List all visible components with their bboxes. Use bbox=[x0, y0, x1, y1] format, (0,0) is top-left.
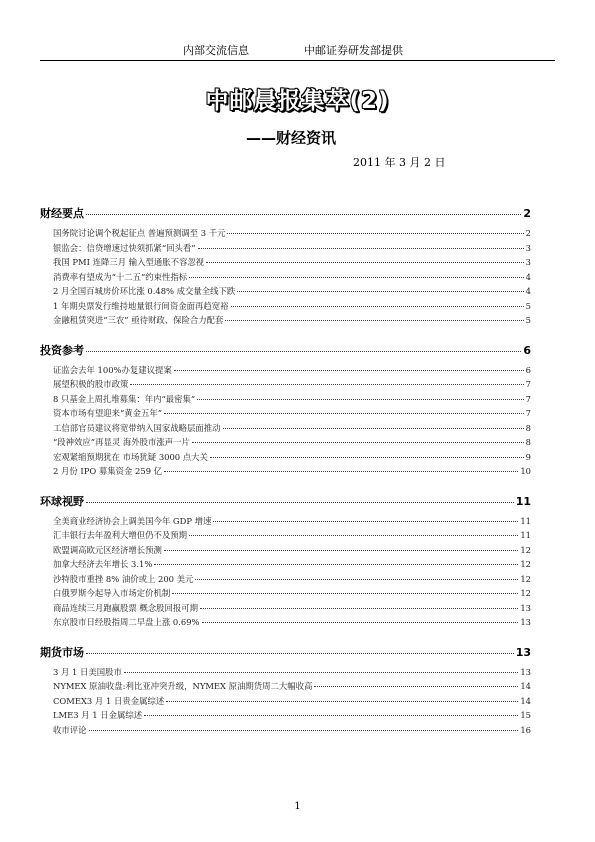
toc-entry-title: COMEX3 月 1 日贵金属综述 bbox=[53, 695, 165, 706]
toc-leader-dots bbox=[166, 701, 518, 702]
toc-entry-title: 宏观紧缩预期犹在 市场犹疑 3000 点大关 bbox=[53, 451, 208, 462]
toc-entry-page: 6 bbox=[525, 364, 531, 375]
toc-entry[interactable] bbox=[40, 529, 531, 544]
toc-entry-page: 7 bbox=[525, 408, 531, 418]
toc-entry-page: 7 bbox=[525, 379, 531, 389]
toc-entry-page: 4 bbox=[525, 286, 531, 296]
toc-entry-title: 2 月份 IPO 募集资金 259 亿 bbox=[53, 466, 163, 476]
toc-entry-title: 1 年期央票发行维持地量银行间资金面再趋宽裕 bbox=[53, 300, 229, 311]
toc-spacer bbox=[40, 480, 531, 493]
toc-leader-dots bbox=[189, 535, 518, 536]
toc-entry-page: 16 bbox=[520, 724, 531, 735]
toc-section-title: 环球视野 bbox=[40, 494, 84, 508]
toc-entry-title: 消费率有望成为“十二五”约束性指标 bbox=[53, 271, 188, 282]
toc-entry-title: 资本市场有望迎来“黄金五年” bbox=[53, 408, 163, 418]
toc-entry-page: 8 bbox=[525, 437, 531, 447]
report-date: 2011 年 3 月 2 日 bbox=[353, 156, 446, 169]
toc-entry-title: 展望积极的股市政策 bbox=[53, 379, 129, 389]
toc-leader-dots bbox=[86, 502, 514, 503]
toc-spacer bbox=[40, 329, 531, 342]
toc-entry-page: 14 bbox=[520, 695, 531, 706]
report-title: 中邮晨报集萃(2) bbox=[205, 88, 390, 114]
toc-section-page: 11 bbox=[515, 494, 531, 508]
toc-leader-dots bbox=[202, 622, 519, 623]
toc-section-heading[interactable] bbox=[40, 493, 531, 509]
toc-entry-page: 2 bbox=[525, 228, 531, 238]
toc-entry-page: 12 bbox=[520, 559, 531, 569]
toc-entry[interactable] bbox=[40, 451, 531, 466]
toc-entry[interactable] bbox=[40, 695, 531, 710]
toc-entry-page: 12 bbox=[520, 573, 531, 584]
toc-section-heading[interactable] bbox=[40, 342, 531, 358]
toc-leader-dots bbox=[314, 686, 518, 687]
toc-leader-dots bbox=[210, 457, 524, 458]
toc-leader-dots bbox=[164, 550, 518, 551]
toc-entry[interactable] bbox=[40, 393, 531, 408]
toc-entry-title: 银监会：信贷增速过快须抓紧“回头看” bbox=[53, 242, 196, 253]
toc-entry[interactable] bbox=[40, 314, 531, 329]
toc-entry-title: 2 月全国百城房价环比涨 0.48% 成交量全线下跌 bbox=[53, 286, 236, 296]
toc-entry-page: 4 bbox=[525, 271, 531, 282]
toc-entry-page: 13 bbox=[520, 666, 531, 677]
toc-leader-dots bbox=[164, 471, 518, 472]
table-of-contents bbox=[40, 205, 531, 751]
toc-leader-dots bbox=[231, 306, 524, 307]
toc-entry[interactable] bbox=[40, 227, 531, 242]
toc-entry[interactable] bbox=[40, 256, 531, 271]
toc-entry-page: 12 bbox=[520, 588, 531, 598]
toc-entry-page: 10 bbox=[520, 466, 531, 476]
toc-leader-dots bbox=[223, 428, 524, 429]
toc-entry-title: 欧盟调高欧元区经济增长预测 bbox=[53, 544, 162, 555]
toc-leader-dots bbox=[237, 291, 523, 292]
toc-entry-page: 9 bbox=[525, 451, 531, 462]
toc-leader-dots bbox=[86, 351, 521, 352]
toc-section-title: 期货市场 bbox=[40, 645, 84, 659]
toc-entry[interactable] bbox=[40, 666, 531, 681]
toc-entry-page: 13 bbox=[520, 602, 531, 613]
toc-entry-title: 工信部官员建议将宽带纳入国家战略层面推动 bbox=[53, 422, 221, 433]
toc-leader-dots bbox=[124, 672, 518, 673]
toc-entry-title: 8 只基金上周扎堆募集：年内“最密集” bbox=[53, 393, 196, 404]
toc-section-heading[interactable] bbox=[40, 644, 531, 660]
toc-leader-dots bbox=[200, 608, 518, 609]
toc-entry-page: 15 bbox=[520, 710, 531, 720]
toc-leader-dots bbox=[86, 653, 514, 654]
toc-entry-title: 汇丰银行去年盈利大增但仍不及预期 bbox=[53, 530, 187, 540]
toc-entry-title: 沙特股市重挫 8% 油价或上 200 美元 bbox=[53, 573, 194, 584]
toc-entry-page: 8 bbox=[525, 422, 531, 433]
toc-section-heading[interactable] bbox=[40, 205, 531, 221]
toc-entry-title: 商品连续三月跑赢股票 概念股回报可期 bbox=[53, 602, 199, 613]
page-header bbox=[40, 40, 555, 61]
toc-entry[interactable] bbox=[40, 300, 531, 315]
toc-entry[interactable] bbox=[40, 724, 531, 739]
toc-entry[interactable] bbox=[40, 587, 531, 602]
toc-entry-page: 12 bbox=[520, 544, 531, 555]
toc-entry-page: 3 bbox=[525, 257, 531, 267]
toc-section-page: 13 bbox=[515, 645, 531, 659]
toc-entry[interactable] bbox=[40, 271, 531, 286]
toc-entry-page: 11 bbox=[520, 530, 531, 540]
toc-section-page: 6 bbox=[523, 343, 531, 357]
toc-entry[interactable] bbox=[40, 285, 531, 300]
toc-entry[interactable] bbox=[40, 709, 531, 724]
toc-leader-dots bbox=[195, 579, 518, 580]
toc-leader-dots bbox=[197, 399, 523, 400]
toc-entry-page: 11 bbox=[520, 515, 531, 526]
toc-entry-title: 东京股市日经股指周二早盘上涨 0.69% bbox=[53, 617, 200, 627]
toc-leader-dots bbox=[192, 442, 524, 443]
toc-entry-page: 14 bbox=[520, 681, 531, 691]
toc-leader-dots bbox=[225, 320, 523, 321]
toc-entry-page: 3 bbox=[525, 242, 531, 253]
toc-entry[interactable] bbox=[40, 364, 531, 379]
toc-leader-dots bbox=[164, 413, 524, 414]
toc-section-title: 投资参考 bbox=[40, 343, 84, 357]
toc-entry[interactable] bbox=[40, 558, 531, 573]
toc-leader-dots bbox=[86, 214, 521, 215]
toc-entry[interactable] bbox=[40, 436, 531, 451]
toc-entry-title: 证监会去年 100%办复建议提案 bbox=[53, 364, 172, 375]
toc-entry-page: 13 bbox=[520, 617, 531, 627]
toc-entry-title: 国务院讨论调个税起征点 普遍预测调至 3 千元 bbox=[53, 228, 226, 238]
toc-entry[interactable] bbox=[40, 465, 531, 480]
toc-entry[interactable] bbox=[40, 242, 531, 257]
toc-entry[interactable] bbox=[40, 515, 531, 530]
toc-entry-title: 收市评论 bbox=[53, 724, 87, 735]
report-subtitle: ——财经资讯 bbox=[246, 129, 337, 147]
toc-entry[interactable] bbox=[40, 544, 531, 559]
toc-section-page: 2 bbox=[523, 207, 531, 220]
toc-leader-dots bbox=[227, 233, 523, 234]
toc-leader-dots bbox=[154, 564, 518, 565]
toc-entry[interactable] bbox=[40, 407, 531, 422]
toc-entry-title: 加拿大经济去年增长 3.1% bbox=[53, 559, 153, 569]
toc-leader-dots bbox=[174, 370, 524, 371]
page-number: 1 bbox=[294, 801, 301, 812]
toc-entry-page: 5 bbox=[525, 300, 531, 311]
toc-leader-dots bbox=[89, 730, 519, 731]
toc-entry-title: “段神效应”再显灵 海外股市涨声一片 bbox=[53, 437, 190, 447]
toc-spacer bbox=[40, 738, 531, 751]
toc-entry[interactable] bbox=[40, 422, 531, 437]
toc-leader-dots bbox=[189, 277, 523, 278]
toc-leader-dots bbox=[206, 262, 524, 263]
toc-entry[interactable] bbox=[40, 680, 531, 695]
toc-entry-title: 全美商业经济协会上调美国今年 GDP 增速 bbox=[53, 515, 212, 526]
toc-entry-page: 7 bbox=[525, 393, 531, 404]
toc-entry-title: NYMEX 原油收盘:利比亚冲突升级，NYMEX 原油期货周二大幅收高 bbox=[53, 681, 313, 691]
toc-entry[interactable] bbox=[40, 616, 531, 631]
toc-leader-dots bbox=[198, 248, 524, 249]
toc-entry-title: 白俄罗斯今起导入市场定价机制 bbox=[53, 588, 171, 598]
toc-leader-dots bbox=[213, 521, 518, 522]
header-left-text: 内部交流信息 bbox=[183, 44, 249, 57]
toc-entry[interactable] bbox=[40, 602, 531, 617]
toc-spacer bbox=[40, 631, 531, 644]
toc-leader-dots bbox=[130, 384, 523, 385]
toc-section-title: 财经要点 bbox=[40, 207, 84, 220]
toc-entry[interactable] bbox=[40, 573, 531, 588]
toc-leader-dots bbox=[172, 593, 518, 594]
toc-entry-title: 我国 PMI 连降三月 输入型通胀不容忽视 bbox=[53, 257, 205, 267]
toc-entry-title: 金融租赁突进“三农” 亟待财政、保险合力配套 bbox=[53, 315, 224, 325]
toc-entry[interactable] bbox=[40, 378, 531, 393]
header-right-text: 中邮证券研发部提供 bbox=[304, 44, 403, 57]
toc-entry-page: 5 bbox=[525, 315, 531, 325]
toc-entry-title: 3 月 1 日美国股市 bbox=[53, 666, 122, 677]
toc-entry-title: LME3 月 1 日金属综述 bbox=[53, 710, 143, 720]
toc-leader-dots bbox=[144, 715, 518, 716]
